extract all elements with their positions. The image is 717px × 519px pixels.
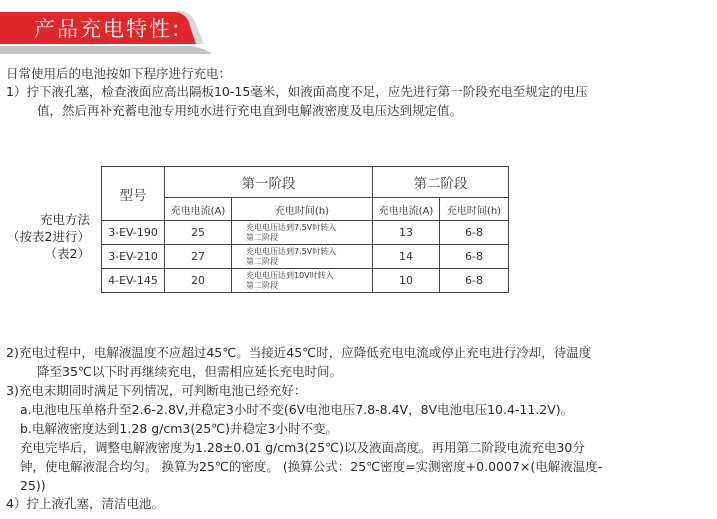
step3-after-charge-line1: 充电完毕后，调整电解液密度为1.28±0.01 g/cm3(25℃)以及液面高度。再用第二阶段电流充电30分 xyxy=(20,440,585,455)
stage2-current-header: 充电电流(A) xyxy=(373,198,440,221)
step3-after-charge-line2: 钟，使电解液混合均匀。 换算为25℃的密度。 (换算公式：25℃密度=实测密度+0.0007×(电解液温度- xyxy=(20,459,603,474)
model-header: 型号 xyxy=(102,167,165,221)
stage2-time-header: 充电时间(h) xyxy=(440,198,509,221)
stage1-current-cell: 20 xyxy=(165,269,232,293)
stage1-time-line1: 充电电压达到7.5V时转入 xyxy=(246,246,337,256)
stage1-current-header: 充电电流(A) xyxy=(165,198,232,221)
stage2-time-cell: 6-8 xyxy=(440,221,509,245)
charging-spec-table xyxy=(101,166,509,293)
stage1-time-header: 充电时间(h) xyxy=(232,198,373,221)
step1-line1: 1）拧下液孔塞，检查液面应高出隔板10-15毫米，如液面高度不足，应先进行第一阶段充电至规定的电压 xyxy=(6,84,588,99)
stage1-current-cell: 25 xyxy=(165,221,232,245)
step2-line2: 降至35℃以下时再继续充电，但需相应延长充电时间。 xyxy=(37,364,342,379)
stage1-time-line2: 第二阶段 xyxy=(246,256,278,266)
step2-line1: 2)充电过程中，电解液温度不应超过45℃。当接近45℃时，应降低充电电流或停止充电进行冷却，待温度 xyxy=(6,345,592,360)
banner-title: 产品充电特性: xyxy=(34,17,182,41)
stage1-header: 第一阶段 xyxy=(165,167,373,198)
charging-method-ref: （按表2进行） xyxy=(7,229,90,244)
step1-line2: 值，然后再补充蓄电池专用纯水进行充电直到电解液密度及电压达到规定值。 xyxy=(37,103,463,118)
step3-after-charge-line3: 25)) xyxy=(20,478,46,493)
intro-text: 日常使用后的电池按如下程序进行充电： xyxy=(6,66,232,81)
stage2-current-cell: 14 xyxy=(373,245,440,269)
stage1-time-cell xyxy=(232,221,373,245)
step3-item-b: b.电解液密度达到1.28 g/cm3(25℃)并稳定3小时不变。 xyxy=(20,421,339,436)
table-row xyxy=(102,245,509,269)
table-caption: （表2） xyxy=(44,246,90,261)
stage2-header: 第二阶段 xyxy=(373,167,509,198)
stage1-time-line1: 充电电压达到7.5V时转入 xyxy=(246,222,337,232)
table-row xyxy=(102,221,509,245)
step3-item-a: a.电池电压单格升至2.6-2.8V,并稳定3小时不变(6V电池电压7.8-8.4V，8V电池电压10.4-11.2V)。 xyxy=(20,402,574,417)
step3-line1: 3)充电末期同时满足下列情况，可判断电池已经充好： xyxy=(6,383,307,398)
stage1-time-cell xyxy=(232,245,373,269)
section-banner xyxy=(0,8,717,54)
stage1-time-line2: 第二阶段 xyxy=(246,280,278,290)
stage1-time-line1: 充电电压达到10V时转入 xyxy=(246,270,334,280)
charging-method-label: 充电方法 xyxy=(39,212,90,227)
stage1-time-line2: 第二阶段 xyxy=(246,232,278,242)
model-cell: 3-EV-210 xyxy=(102,245,165,269)
stage1-time-cell xyxy=(232,269,373,293)
stage2-current-cell: 10 xyxy=(373,269,440,293)
model-cell: 4-EV-145 xyxy=(102,269,165,293)
stage1-current-cell: 27 xyxy=(165,245,232,269)
stage2-time-cell: 6-8 xyxy=(440,269,509,293)
step4-text: 4）拧上液孔塞，清洁电池。 xyxy=(6,496,164,511)
stage2-time-cell: 6-8 xyxy=(440,245,509,269)
model-cell: 3-EV-190 xyxy=(102,221,165,245)
table-row xyxy=(102,269,509,293)
stage2-current-cell: 13 xyxy=(373,221,440,245)
